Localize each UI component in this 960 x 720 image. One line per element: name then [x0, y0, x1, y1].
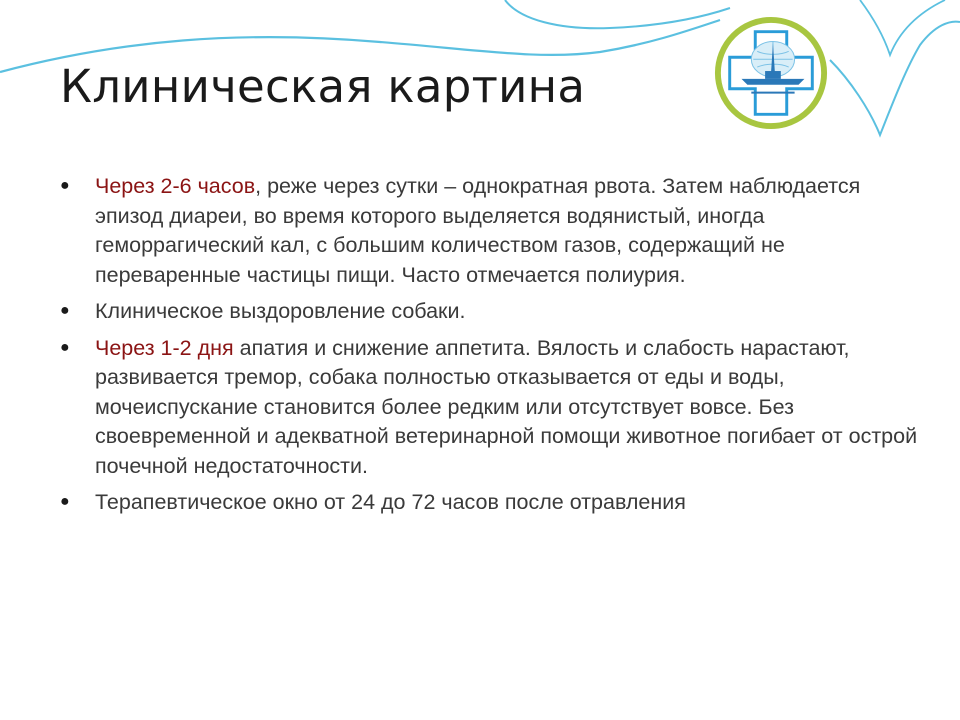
bullet-highlight: Через 2-6 часов	[95, 174, 256, 198]
bullet-item-4	[60, 488, 920, 518]
bullet-highlight: Через 1-2 дня	[95, 335, 234, 360]
bullet-dot-icon: ●	[60, 493, 70, 510]
veterinary-cross-logo	[712, 14, 830, 132]
bullet-item-1	[60, 172, 920, 290]
bullet-text: Терапевтическое окно от 24 до 72 часов после отравления	[95, 490, 686, 514]
bullet-dot-icon: ●	[60, 177, 70, 194]
bullet-text: , реже через сутки – однократная рвота. Затем наблюдается эпизод диареи, во время которого выделяется водянистый, иногда геморрагический кал, с большим количеством газов, содержащий не переваренные частицы пищи. Часто отмечается полиурия.	[95, 174, 861, 287]
bullet-dot-icon: ●	[60, 338, 70, 356]
bullet-dot-icon: ●	[60, 302, 70, 319]
slide-title: Клиническая картина	[60, 60, 586, 113]
bullet-list	[60, 172, 920, 525]
bullet-item-2	[60, 297, 920, 327]
bullet-text: Клиническое выздоровление собаки.	[95, 299, 466, 323]
bullet-item-3	[60, 334, 920, 482]
bullet-text: апатия и снижение аппетита. Вялость и слабость нарастают, развивается тремор, собака полностью отказывается от еды и воды, мочеиспускание становится более редким или отсутствует вовсе. Без своевременной и адекватной ветеринарной помощи животное погибает от острой почечной недостаточности.	[95, 335, 918, 478]
